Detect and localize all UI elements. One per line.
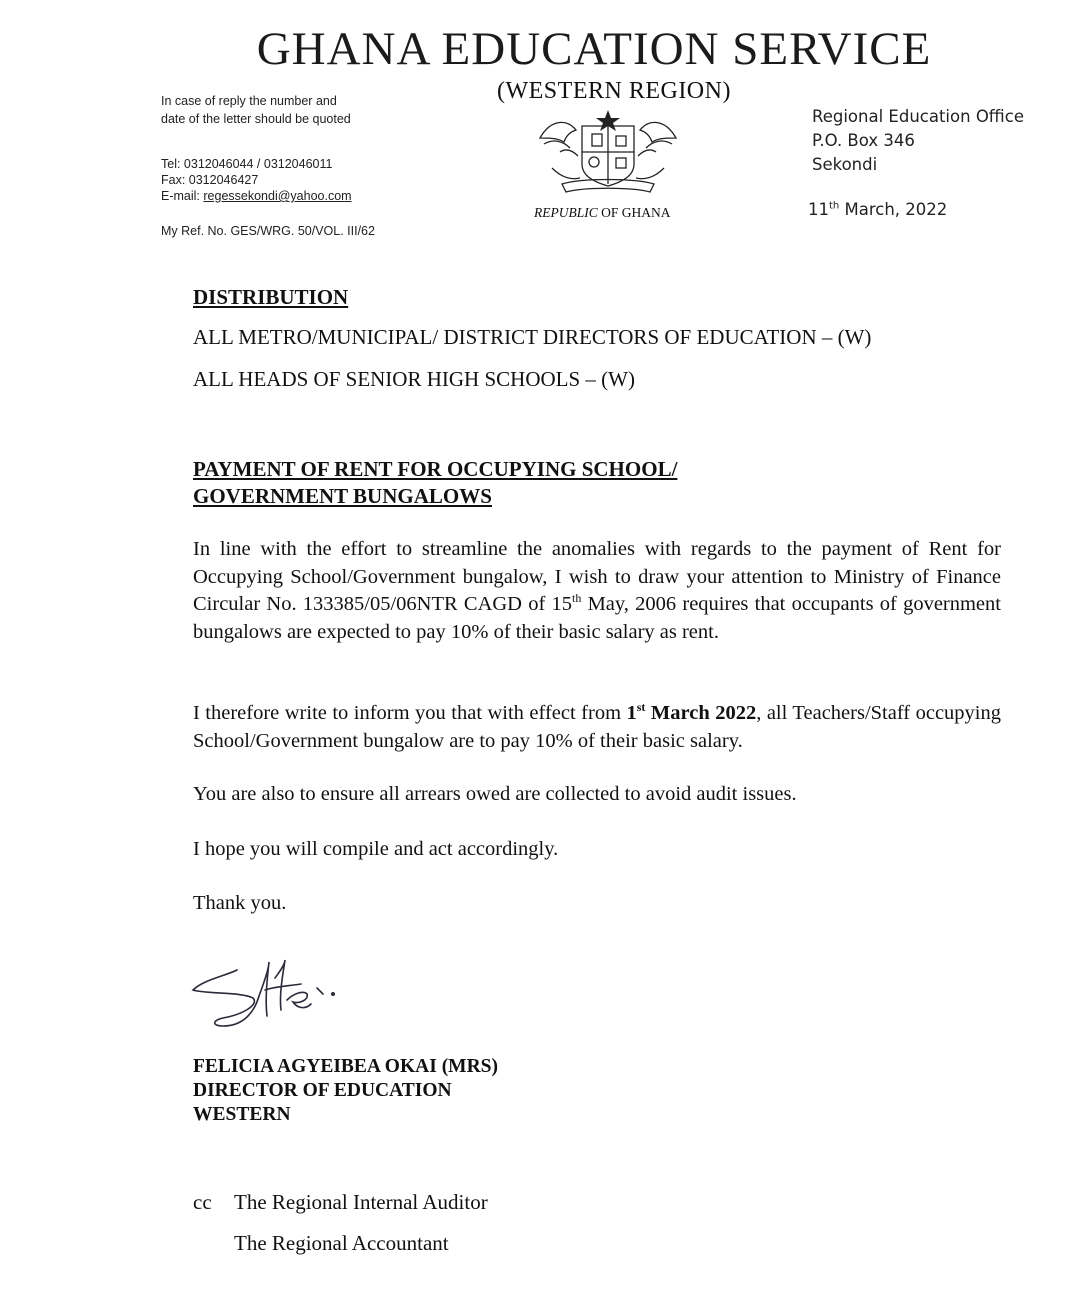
republic-rest: OF GHANA bbox=[597, 205, 671, 220]
text: In line with the effort to streamline the anomalies with regards to the payment of Rent for Occupying School/Government bungalow, I wish to draw your attention to Ministry of Finance Circular No. 133385/05/06NTR CAGD of 15 bbox=[193, 538, 1001, 615]
office-address bbox=[812, 105, 1024, 177]
letterhead-title: GHANA EDUCATION SERVICE bbox=[256, 23, 932, 75]
date-suffix: th bbox=[829, 200, 840, 212]
cc-recipient: The Regional Internal Auditor bbox=[234, 1190, 488, 1214]
body-paragraph-2 bbox=[193, 700, 1001, 755]
text: , all Teachers/Staff occupying School/Government bungalow are to pay 10% of their basic salary. bbox=[193, 702, 1002, 752]
ordinal-suffix: th bbox=[572, 591, 582, 606]
subject-line: PAYMENT OF RENT FOR OCCUPYING SCHOOL/ bbox=[193, 457, 678, 481]
fax: Fax: 0312046427 bbox=[161, 173, 259, 187]
republic-italic: REPUBLIC bbox=[534, 205, 598, 220]
distribution-line: ALL METRO/MUNICIPAL/ DISTRICT DIRECTORS OF EDUCATION – (W) bbox=[193, 325, 872, 349]
republic-caption bbox=[534, 205, 671, 221]
office-line: Regional Education Office bbox=[812, 107, 1024, 126]
email-link[interactable]: regessekondi@yahoo.com bbox=[203, 189, 352, 203]
office-line: P.O. Box 346 bbox=[812, 131, 915, 150]
cc-label: cc bbox=[193, 1190, 212, 1214]
body-paragraph-3: You are also to ensure all arrears owed are collected to avoid audit issues. bbox=[193, 783, 797, 805]
ordinal-suffix: st bbox=[636, 700, 646, 715]
signatory-region: WESTERN bbox=[193, 1104, 291, 1125]
subject-heading bbox=[193, 456, 677, 510]
signatory-block bbox=[193, 1055, 498, 1127]
signatory-name: FELICIA AGYEIBEA OKAI (MRS) bbox=[193, 1056, 499, 1077]
contact-block bbox=[161, 156, 352, 204]
cc-recipient: The Regional Accountant bbox=[234, 1231, 449, 1255]
text: I therefore write to inform you that with effect from bbox=[193, 702, 627, 724]
reply-note: In case of reply the number and date of the letter should be quoted bbox=[161, 94, 351, 126]
distribution-line: ALL HEADS OF SENIOR HIGH SCHOOLS – (W) bbox=[193, 367, 635, 391]
date-day: 11 bbox=[808, 200, 829, 219]
coat-of-arms-icon bbox=[532, 108, 684, 196]
letter-date bbox=[808, 200, 947, 219]
body-paragraph-4: I hope you will compile and act accordingly. bbox=[193, 838, 559, 860]
distribution-heading: DISTRIBUTION bbox=[193, 285, 349, 309]
signatory-title: DIRECTOR OF EDUCATION bbox=[193, 1080, 452, 1101]
date-rest: March, 2022 bbox=[839, 200, 948, 219]
text: May, 2006 requires that occupants of government bungalows are expected to pay 10% of their basic salary as rent. bbox=[193, 593, 1001, 643]
email-label: E-mail: bbox=[161, 189, 204, 203]
letterhead-region: (WESTERN REGION) bbox=[497, 78, 731, 104]
office-line: Sekondi bbox=[812, 155, 878, 174]
telephone: Tel: 0312046044 / 0312046011 bbox=[161, 157, 333, 171]
reference-number: My Ref. No. GES/WRG. 50/VOL. III/62 bbox=[161, 224, 375, 238]
effective-day: 1 bbox=[626, 702, 637, 724]
signature-icon bbox=[185, 950, 365, 1040]
email-line bbox=[161, 188, 352, 204]
body-paragraph-5: Thank you. bbox=[193, 892, 287, 914]
subject-line: GOVERNMENT BUNGALOWS bbox=[193, 484, 492, 508]
effective-month: March 2022 bbox=[645, 702, 757, 724]
body-paragraph-1 bbox=[193, 536, 1001, 646]
